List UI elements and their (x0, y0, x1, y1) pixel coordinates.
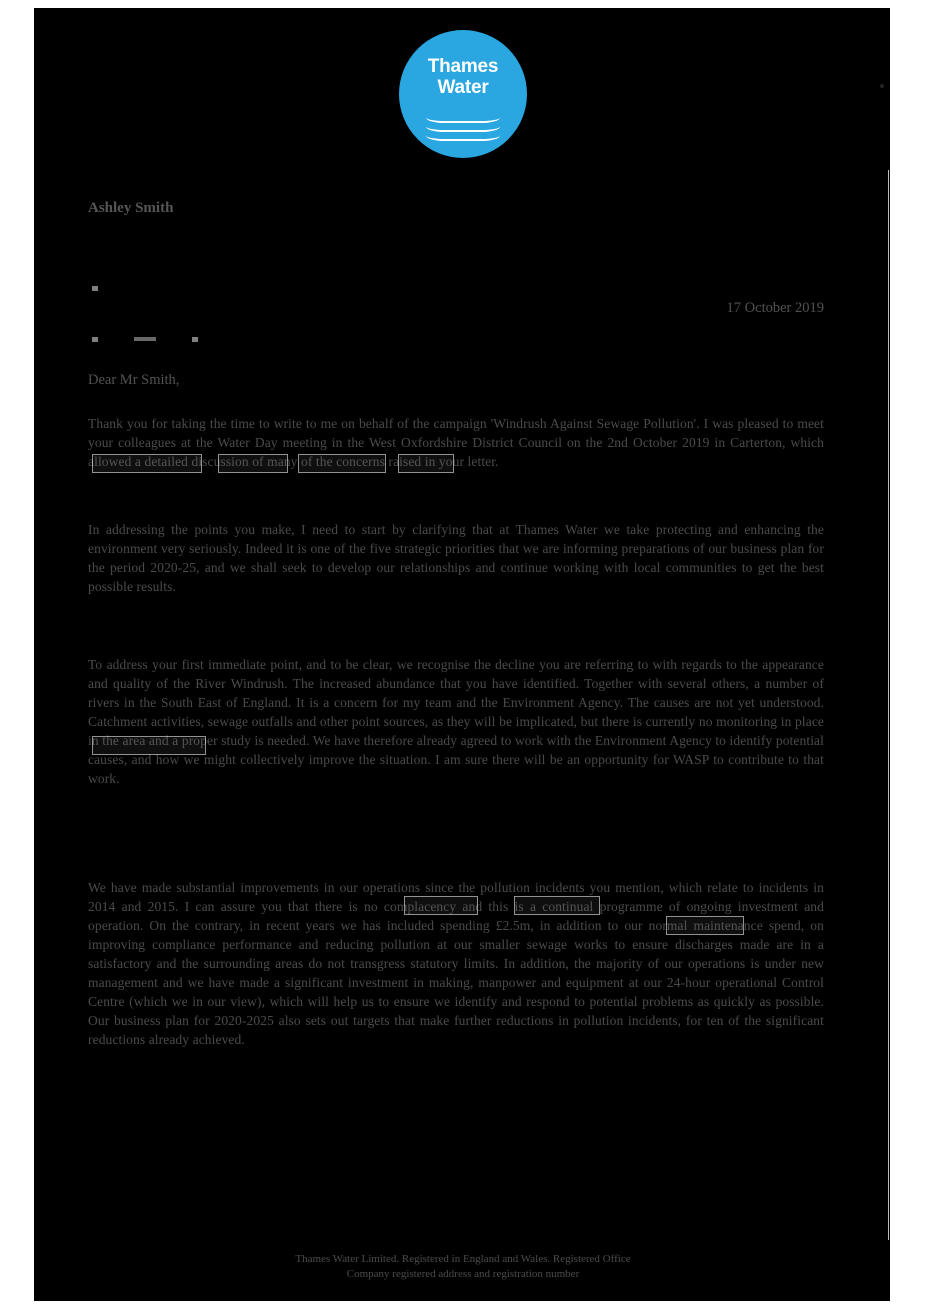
highlight-box (514, 896, 600, 915)
highlight-box (298, 454, 386, 473)
logo-line2: Water (437, 77, 489, 98)
salutation: Dear Mr Smith, (88, 372, 180, 388)
thames-water-logo (399, 30, 527, 158)
address-block-redacted (92, 240, 198, 342)
highlight-box (398, 454, 454, 473)
footer (0, 1252, 926, 1282)
page-margin-top (0, 0, 926, 8)
scan-edge-line (888, 170, 889, 1240)
highlight-box (404, 896, 478, 915)
paragraph-2: In addressing the points you make, I need to start by clarifying that at Thames Water we take protecting and enhancing the environment very seriously. Indeed it is one of the five strategic priorities that we are informing preparations of our business plan for the period 2020-25, and we shall seek to develop our relationships and continue working with local communities to get the best possible results. (88, 522, 824, 594)
page-margin-right (890, 0, 926, 1311)
footer-line-1: Thames Water Limited. Registered in England and Wales. Registered Office (295, 1253, 631, 1265)
logo-circle (399, 30, 527, 158)
footer-line-2: Company registered address and registration number (346, 1268, 580, 1280)
paragraph-3: To address your first immediate point, and to be clear, we recognise the decline you are referring to with regards to the appearance and quality of the River Windrush. The increased abundance that you have identified. Together with several others, a number of rivers in the South East of England. It is a concern for my team and the Environment Agency. The causes are not yet understood. Catchment activities, sewage outfalls and other point sources, as they will be implicated, but there is currently no monitoring in place in the area and a proper study is needed. We have therefore already agreed to work with the Environment Agency to identify potential causes, and how we might collectively improve the situation. I am sure there will be an opportunity for WASP to contribute to that work. (88, 657, 824, 786)
highlight-box (666, 916, 744, 935)
scan-speck (880, 84, 884, 88)
highlight-box (92, 736, 206, 755)
highlight-box (218, 454, 288, 473)
highlight-box (92, 454, 202, 473)
logo-text (399, 56, 527, 98)
page-margin-bottom (0, 1301, 926, 1311)
paragraph-4: We have made substantial improvements in our operations since the pollution incidents you mention, which relate to incidents in 2014 and 2015. I can assure you that there is no complacency and this is a continual programme of ongoing investment and operation. On the contrary, in recent years we has included spending £2.5m, in addition to our normal maintenance spend, on improving compliance performance and reducing pollution at our smaller sewage works to ensure discharges made are in a satisfactory and the surrounding areas do not transgress statutory limits. In addition, the majority of our operations is under new management and we have made a significant investment in making, manpower and equipment at our 24-hour operational Control Centre (which we in our view), which will help us to ensure we identify and respond to potential problems as quickly as possible. Our business plan for 2020-2025 also sets out targets that make further reductions in pollution incidents, for ten of the significant reductions already achieved. (88, 880, 824, 1047)
paragraph-1: Thank you for taking the time to write to me on behalf of the campaign 'Windrush Against Sewage Pollution'. I was pleased to meet your colleagues at the Water Day meeting in the West Oxfordshire District Council on the 2nd October 2019 in Carterton, which allowed a detailed discussion of many of the concerns raised in your letter. (88, 416, 824, 469)
water-waves-icon (426, 112, 500, 138)
logo-line1: Thames (427, 56, 499, 77)
recipient-name: Ashley Smith (88, 200, 174, 216)
page-margin-left (0, 0, 34, 1311)
letter-date: 17 October 2019 (726, 300, 824, 316)
